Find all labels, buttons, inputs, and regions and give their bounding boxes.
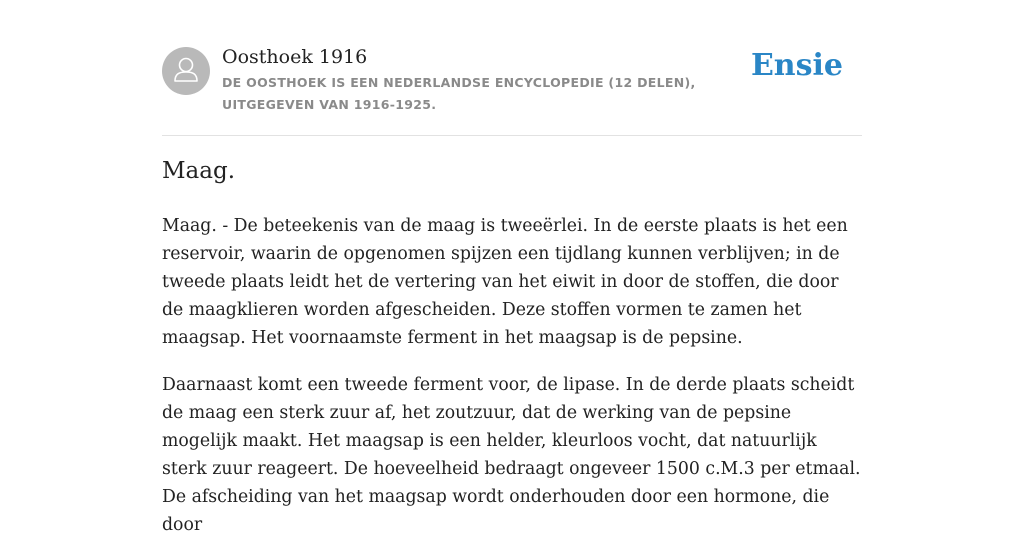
article-body (162, 212, 864, 558)
source-title[interactable]: Oosthoek 1916 (222, 46, 368, 68)
source-description: DE OOSTHOEK IS EEN NEDERLANDSE ENCYCLOPEDIE (12 DELEN), UITGEGEVEN VAN 1916-1925. (222, 75, 696, 112)
brand-logo[interactable]: Ensie (750, 48, 843, 83)
article-paragraph: Maag. - De beteekenis van de maag is tweeërlei. In de eerste plaats is het een reservoir, waarin de opgenomen spijzen een tijdlang kunnen verblijven; in de tweede plaats leidt het de vertering van het eiwit in door de stoffen, die door de maagklieren worden afgescheiden. Deze stoffen vormen te zamen het maagsap. Het voornaamste ferment in het maagsap is de pepsine. (162, 216, 848, 348)
article-title: Maag. (162, 158, 236, 184)
user-icon (162, 47, 210, 95)
avatar (162, 47, 210, 95)
source-header (162, 44, 862, 136)
article-paragraph: Daarnaast komt een tweede ferment voor, de lipase. In de derde plaats scheidt de maag een sterk zuur af, het zoutzuur, dat de werking van de pepsine mogelijk maakt. Het maagsap is een helder, kleurloos vocht, dat natuurlijk sterk zuur reageert. De hoeveelheid bedraagt ongeveer 1500 c.M.3 per etmaal. De afscheiding van het maagsap wordt onderhouden door een hormone, die door (162, 375, 861, 535)
